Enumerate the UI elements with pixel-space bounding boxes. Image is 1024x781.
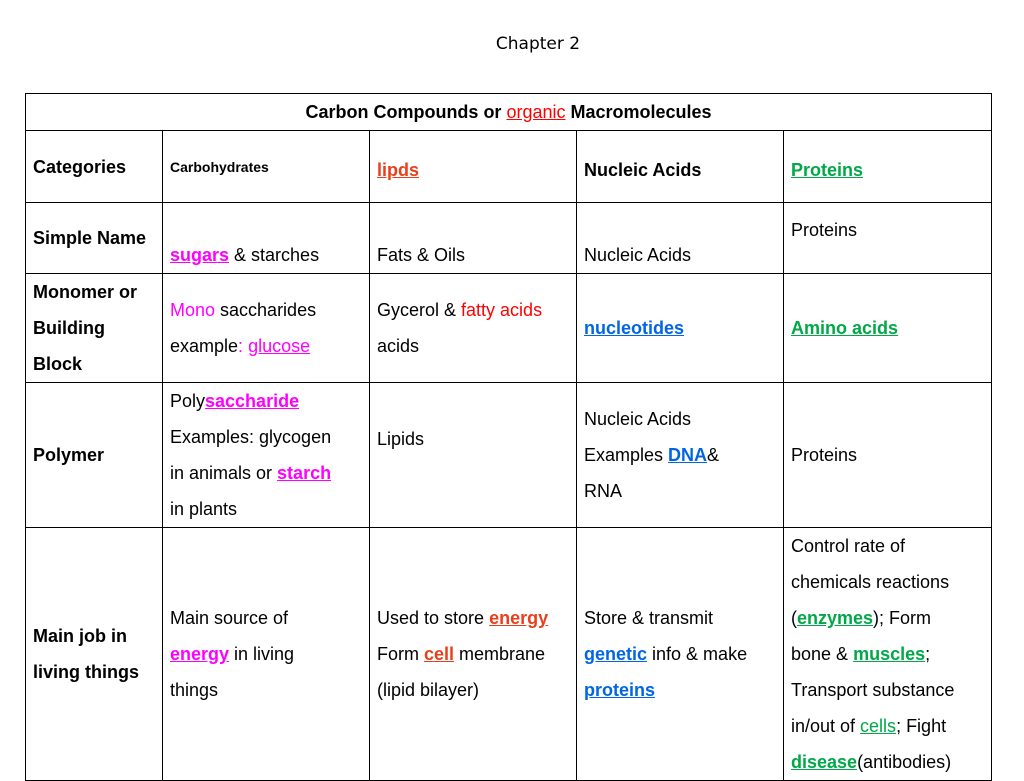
cell-carbohydrates-header: Carbohydrates (163, 131, 370, 203)
cell-nucleic-header: Nucleic Acids (577, 131, 784, 203)
cell-term: cell (424, 644, 455, 664)
cell-proteins-header: Proteins (784, 131, 992, 203)
enzymes-term: enzymes (797, 608, 874, 628)
row-label-categories: Categories (26, 131, 163, 203)
caption-text-post: Macromolecules (565, 102, 712, 122)
nucleotides-term: nucleotides (584, 318, 685, 338)
cell-lipid-polymer: Lipids (370, 383, 577, 528)
table-row-monomer (26, 274, 992, 383)
caption-text-pre: Carbon Compounds or (305, 102, 507, 122)
row-label-polymer: Polymer (26, 383, 163, 528)
table-caption (26, 94, 992, 131)
genetic-term: genetic (584, 644, 648, 664)
cell-protein-monomer (784, 274, 992, 383)
amino-acids-term: Amino acids (791, 318, 899, 338)
saccharide-term: saccharide (205, 391, 300, 411)
muscles-term: muscles (853, 644, 926, 664)
macromolecules-table (25, 93, 992, 781)
energy-term-carb: energy (170, 644, 230, 664)
page-title: Chapter 2 (495, 34, 581, 54)
cell-lipid-job: Used to store energy Form cell membrane (lipid bilayer) (370, 528, 577, 781)
cell-protein-polymer: Proteins (784, 383, 992, 528)
table-caption-row (26, 94, 992, 131)
starch-term: starch (277, 463, 332, 483)
cell-protein-job: Control rate of chemicals reactions (enzymes); Form bone & muscles; Transport substance in/out of cells; Fight disease(antibodies) (784, 528, 992, 781)
disease-term: disease (791, 752, 858, 772)
cell-protein-simple: Proteins (784, 203, 992, 274)
row-label-monomer: Monomer or Building Block (26, 274, 163, 383)
table-row-main-job (26, 528, 992, 781)
caption-organic: organic (506, 102, 566, 122)
table-row-categories (26, 131, 992, 203)
cell-nucleic-simple: Nucleic Acids (577, 203, 784, 274)
row-label-main-job: Main job in living things (26, 528, 163, 781)
cell-carb-job: Main source of energy in living things (163, 528, 370, 781)
cell-carb-simple: sugars & starches (163, 203, 370, 274)
cell-carb-polymer: Polysaccharide Examples: glycogen in animals or starch in plants (163, 383, 370, 528)
row-label-simple-name: Simple Name (26, 203, 163, 274)
cell-carb-monomer: Mono saccharides example: glucose (163, 274, 370, 383)
table-row-polymer (26, 383, 992, 528)
cell-lipid-monomer: Gycerol & fatty acids acids (370, 274, 577, 383)
glucose-term: glucose (248, 336, 311, 356)
sugars-term: sugars (170, 245, 230, 265)
cell-nucleic-monomer (577, 274, 784, 383)
proteins-term: proteins (584, 680, 656, 700)
cell-nucleic-polymer: Nucleic Acids Examples DNA& RNA (577, 383, 784, 528)
cell-lipids-header: lipds (370, 131, 577, 203)
table-row-simple-name (26, 203, 992, 274)
cell-lipid-simple: Fats & Oils (370, 203, 577, 274)
dna-term: DNA (668, 445, 708, 465)
cells-term: cells (860, 716, 897, 736)
cell-nucleic-job: Store & transmit genetic info & make proteins (577, 528, 784, 781)
energy-term-lipid: energy (489, 608, 549, 628)
